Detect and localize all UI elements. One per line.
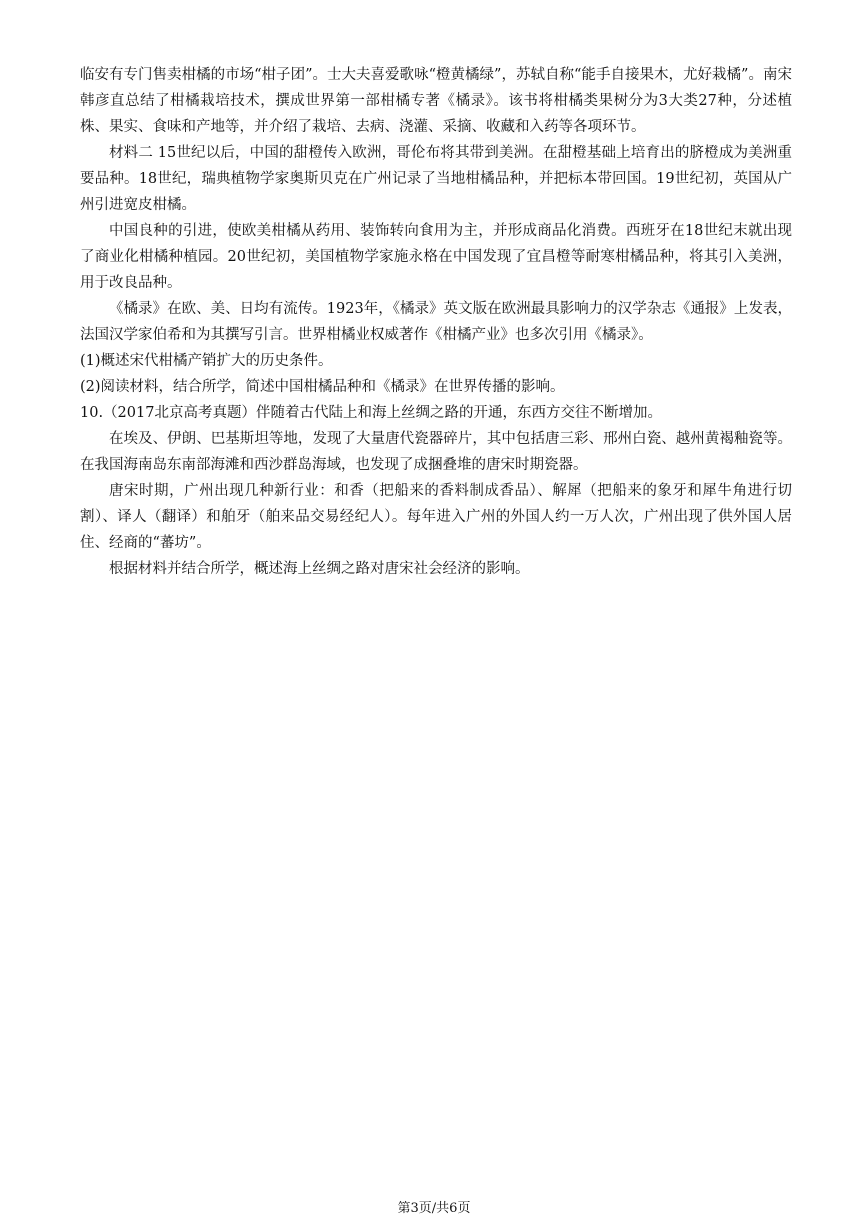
question-2: (2)阅读材料，结合所学，简述中国柑橘品种和《橘录》在世界传播的影响。 bbox=[80, 379, 565, 395]
question-10-heading: 10.（2017北京高考真题）伴随着古代陆上和海上丝绸之路的开通，东西方交往不断增加。 bbox=[80, 405, 662, 421]
document-body bbox=[80, 62, 792, 582]
paragraph-good-varieties: 中国良种的引进，使欧美柑橘从药用、装饰转向食用为主，并形成商品化消费。西班牙在18世纪末就出现了商业化柑橘种植园。20世纪初，美国植物学家施永格在中国发现了宜昌橙等耐寒柑橘品种，将其引入美洲，用于改良品种。 bbox=[80, 223, 792, 291]
page-footer bbox=[0, 1200, 868, 1218]
paragraph-juli-spread: 《橘录》在欧、美、日均有流传。1923年，《橘录》英文版在欧洲最具影响力的汉学杂志《通报》上发表，法国汉学家伯希和为其撰写引言。世界柑橘业权威著作《柑橘产业》也多次引用《橘录》。 bbox=[80, 301, 792, 343]
paragraph-tang-porcelain: 在埃及、伊朗、巴基斯坦等地，发现了大量唐代瓷器碎片，其中包括唐三彩、邢州白瓷、越州黄褐釉瓷等。在我国海南岛东南部海滩和西沙群岛海域，也发现了成捆叠堆的唐宋时期瓷器。 bbox=[80, 431, 792, 473]
paragraph-guangzhou-trades: 唐宋时期，广州出现几种新行业：和香（把船来的香料制成香品）、解犀（把船来的象牙和犀牛角进行切割）、译人（翻译）和舶牙（舶来品交易经纪人）。每年进入广州的外国人约一万人次，广州出现了供外国人居住、经商的“蕃坊”。 bbox=[80, 483, 792, 551]
page-number: 第3页/共6页 bbox=[397, 1201, 471, 1216]
paragraph-material-two: 材料二 15世纪以后，中国的甜橙传入欧洲，哥伦布将其带到美洲。在甜橙基础上培育出的脐橙成为美洲重要品种。18世纪，瑞典植物学家奥斯贝克在广州记录了当地柑橘品种，并把标本带回国。19世纪初，英国从广州引进宽皮柑橘。 bbox=[80, 145, 792, 213]
paragraph-song-citrus-market: 临安有专门售卖柑橘的市场“柑子团”。士大夫喜爱歌咏“橙黄橘绿”，苏轼自称“能手自接果木，尤好栽橘”。南宋韩彦直总结了柑橘栽培技术，撰成世界第一部柑橘专著《橘录》。该书将柑橘类果树分为3大类27种，分述植株、果实、食味和产地等，并介绍了栽培、去病、浇灌、采摘、收藏和入药等各项环节。 bbox=[80, 67, 792, 135]
question-1: (1)概述宋代柑橘产销扩大的历史条件。 bbox=[80, 353, 333, 369]
question-10-prompt: 根据材料并结合所学，概述海上丝绸之路对唐宋社会经济的影响。 bbox=[109, 561, 530, 577]
